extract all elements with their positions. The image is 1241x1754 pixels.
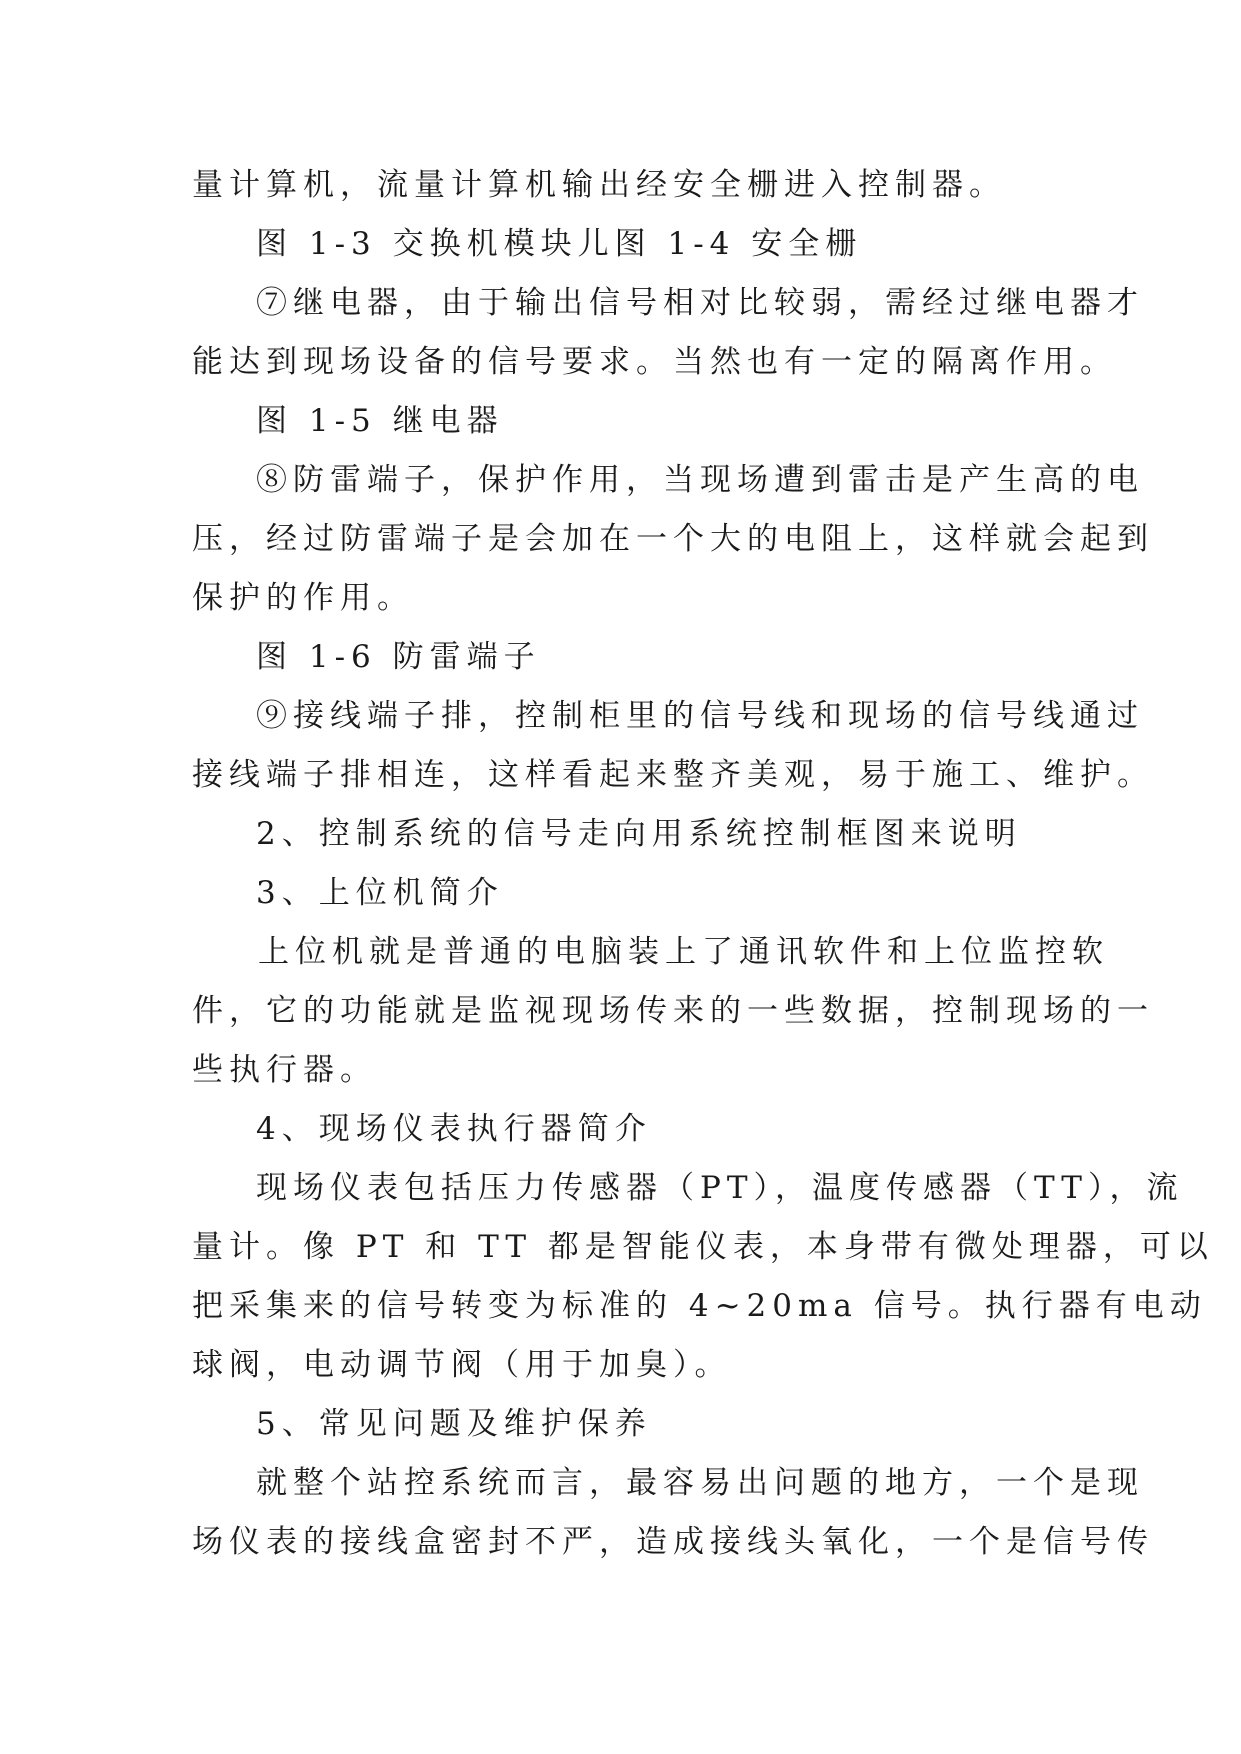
text-line: 能达到现场设备的信号要求。当然也有一定的隔离作用。 <box>192 344 1117 380</box>
text-line: 量计。像 PT 和 TT 都是智能仪表，本身带有微处理器，可以 <box>192 1229 1214 1265</box>
figure-caption: 图 1-3 交换机模块儿图 1-4 安全栅 <box>256 226 863 262</box>
text-line: ⑦继电器，由于输出信号相对比较弱，需经过继电器才 <box>256 285 1144 321</box>
text-line: 压，经过防雷端子是会加在一个大的电阻上，这样就会起到 <box>192 521 1154 557</box>
text-line: 把采集来的信号转变为标准的 4~20ma 信号。执行器有电动 <box>192 1288 1207 1324</box>
section-heading: 4、现场仪表执行器简介 <box>256 1111 652 1147</box>
text-line: 件，它的功能就是监视现场传来的一些数据，控制现场的一 <box>192 993 1154 1029</box>
text-line: ⑧防雷端子，保护作用，当现场遭到雷击是产生高的电 <box>256 462 1144 498</box>
text-line: 就整个站控系统而言，最容易出问题的地方，一个是现 <box>256 1465 1144 1501</box>
text-line: 球阀，电动调节阀（用于加臭）。 <box>192 1347 732 1383</box>
text-line: 上位机就是普通的电脑装上了通讯软件和上位监控软 <box>258 934 1109 970</box>
section-heading: 5、常见问题及维护保养 <box>256 1406 652 1442</box>
text-line: 量计算机，流量计算机输出经安全栅进入控制器。 <box>192 167 1006 203</box>
text-line: 接线端子排相连，这样看起来整齐美观，易于施工、维护。 <box>192 757 1154 793</box>
section-heading: 3、上位机简介 <box>256 875 504 911</box>
text-line: 保护的作用。 <box>192 580 414 616</box>
text-line: 些执行器。 <box>192 1052 377 1088</box>
section-heading: 2、控制系统的信号走向用系统控制框图来说明 <box>256 816 1022 852</box>
text-line: 现场仪表包括压力传感器（PT），温度传感器（TT），流 <box>256 1170 1184 1206</box>
figure-caption: 图 1-6 防雷端子 <box>256 639 541 675</box>
text-line: 场仪表的接线盒密封不严，造成接线头氧化，一个是信号传 <box>192 1524 1154 1560</box>
figure-caption: 图 1-5 继电器 <box>256 403 504 439</box>
text-line: ⑨接线端子排，控制柜里的信号线和现场的信号线通过 <box>256 698 1144 734</box>
